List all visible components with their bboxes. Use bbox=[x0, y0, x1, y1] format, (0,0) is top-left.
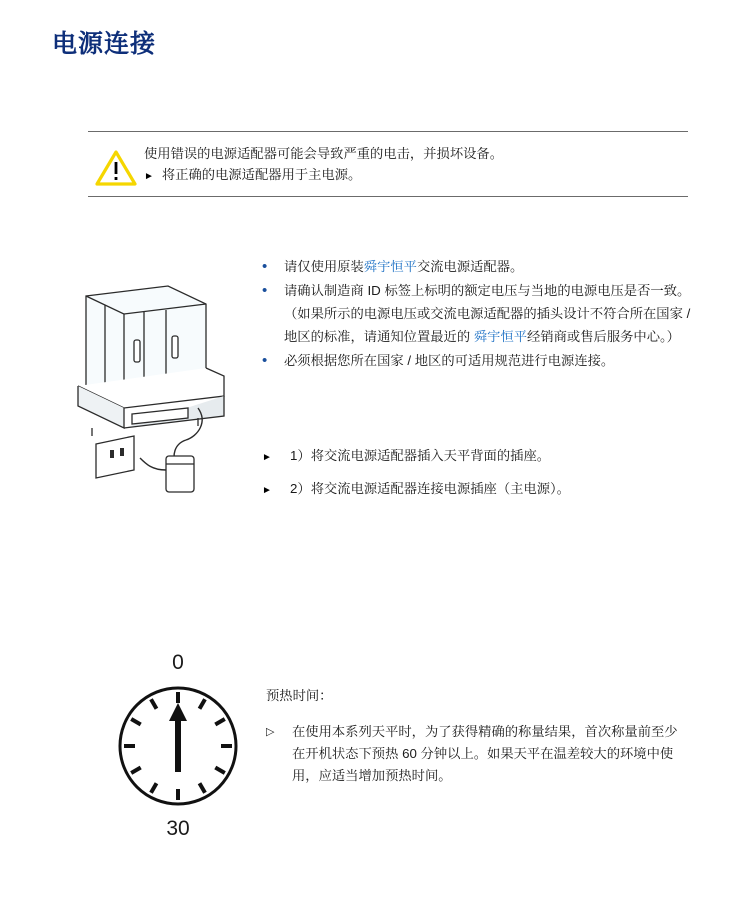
warmup-note bbox=[266, 721, 686, 787]
bullet-1-part-3: 交流电源适配器。 bbox=[416, 259, 524, 274]
clock-top-label: 0 bbox=[172, 651, 184, 674]
step-2-text: 2）将交流电源适配器连接电源插座（主电源）。 bbox=[290, 481, 570, 496]
arrow-right-icon: ► bbox=[144, 171, 154, 182]
bullet-1-brand: 舜宇恒平 bbox=[363, 259, 417, 274]
step-list bbox=[262, 440, 692, 506]
step-1-text: 1）将交流电源适配器插入天平背面的插座。 bbox=[290, 448, 551, 463]
bullet-text bbox=[284, 279, 692, 348]
clock-bottom-label: 30 bbox=[166, 817, 190, 840]
balance-with-adapter-illustration bbox=[48, 258, 258, 508]
bullet-dot-icon: • bbox=[262, 258, 268, 275]
clock-face-icon bbox=[108, 676, 248, 816]
warmup-section bbox=[266, 685, 686, 787]
warning-text-block bbox=[144, 142, 688, 187]
warning-line-2: 将正确的电源适配器用于主电源。 bbox=[161, 167, 362, 182]
warning-triangle-icon bbox=[88, 142, 144, 186]
warmup-text: 在使用本系列天平时，为了获得精确的称量结果，首次称量前至少在开机状态下预热 60 分钟以上。如果天平在温差较大的环境中使用，应适当增加预热时间。 bbox=[292, 724, 678, 783]
warning-line-1: 使用错误的电源适配器可能会导致严重的电击，并损坏设备。 bbox=[144, 146, 504, 161]
list-item bbox=[262, 279, 692, 348]
warning-line-2-row bbox=[144, 164, 688, 187]
bullet-dot-icon: • bbox=[262, 352, 268, 369]
list-item bbox=[262, 440, 692, 473]
arrow-right-icon: ► bbox=[262, 452, 272, 463]
bullet-2-part-1: 请确认制造商 ID 标签上标明的额定电压与当地的电源电压是否一致。（如果所示的电源电压或交流电源适配器的插头设计不符合所在国家 / 地区的标准，请通知位置最近的 bbox=[284, 283, 691, 344]
bullet-text: 必须根据您所在国家 / 地区的可适用规范进行电源连接。 bbox=[284, 353, 615, 368]
bullet-1-part-1: 请仅使用原装 bbox=[284, 259, 364, 274]
warmup-clock-illustration bbox=[108, 650, 248, 842]
list-item bbox=[262, 473, 692, 506]
warning-callout bbox=[88, 131, 688, 197]
bullet-2-brand: 舜宇恒平 bbox=[473, 329, 528, 344]
list-item bbox=[262, 349, 692, 372]
bullet-dot-icon: • bbox=[262, 282, 268, 299]
arrow-right-icon: ► bbox=[262, 485, 272, 496]
warmup-title: 预热时间： bbox=[266, 688, 333, 703]
arrow-outline-right-icon: ▷ bbox=[266, 726, 275, 738]
page-title: 电源连接 bbox=[52, 30, 157, 58]
bullet-list bbox=[262, 255, 692, 373]
bullet-2-part-3: 经销商或售后服务中心。） bbox=[527, 329, 680, 344]
bullet-text bbox=[284, 255, 692, 278]
list-item bbox=[262, 255, 692, 278]
